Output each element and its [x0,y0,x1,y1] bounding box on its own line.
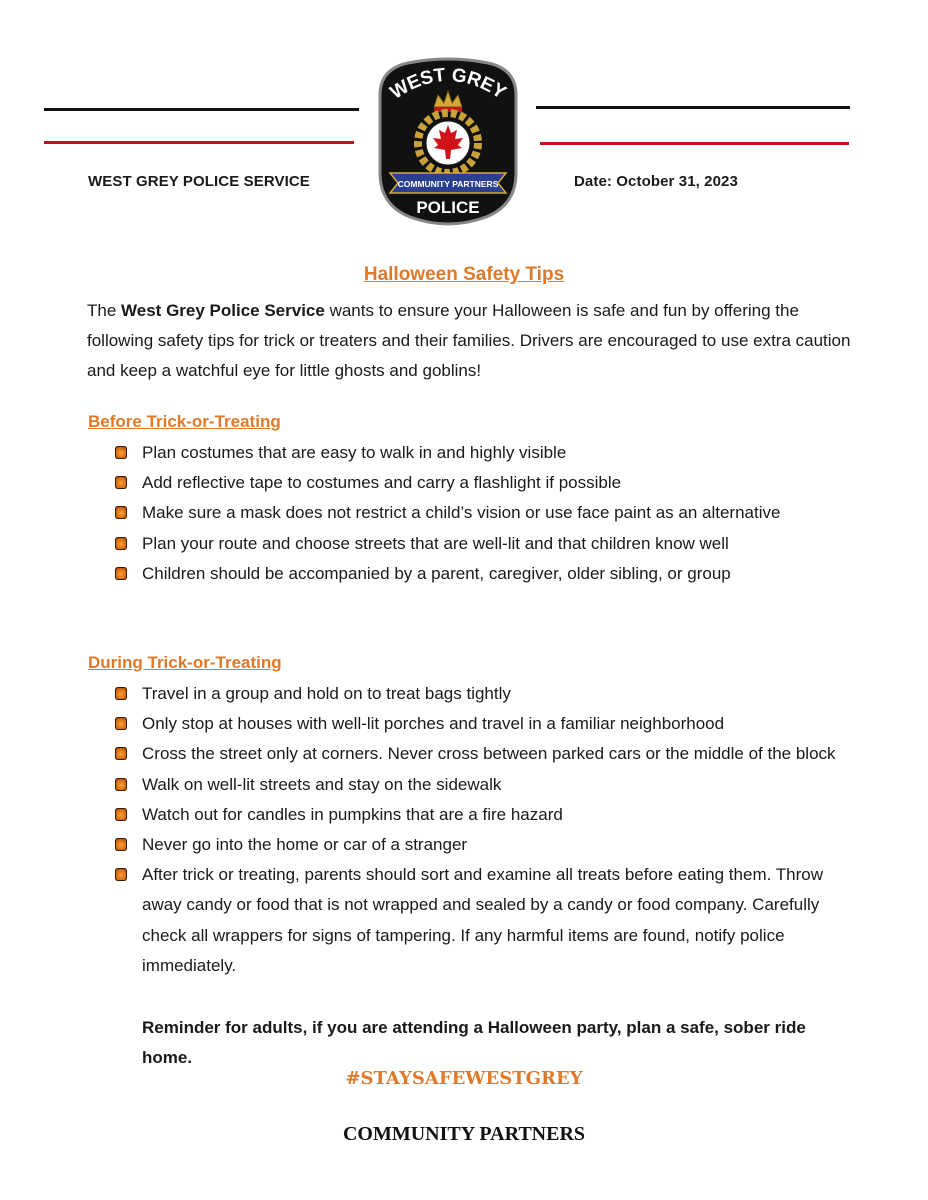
list-item [0,559,862,589]
pumpkin-bullet-icon [115,506,127,519]
badge-top-text: WEST GREY [386,64,510,104]
list-item [0,860,862,981]
list-item [0,709,862,739]
list-item [0,679,862,709]
list-item [0,800,862,830]
header-rule-black-right [536,106,850,109]
list-item [0,498,862,528]
list-item [0,529,862,559]
intro-org-bold: West Grey Police Service [121,301,325,320]
tip-text: After trick or treating, parents should sort and examine all treats before eating them. Throw away candy or food that is not wrapped and sealed by a candy or food company. Carefully check all wrappers for signs of tampering. If any harmful items are found, notify police immediately. [142,865,823,975]
list-item [0,830,862,860]
document-date: Date: October 31, 2023 [574,173,738,190]
tip-text: Cross the street only at corners. Never cross between parked cars or the middle of the block [142,744,836,764]
header-rule-red-left [44,141,354,144]
pumpkin-bullet-icon [115,778,127,791]
pumpkin-bullet-icon [115,567,127,580]
hashtag: #STAYSAFEWESTGREY [345,1068,583,1089]
page-title: Halloween Safety Tips [363,264,565,285]
header-rule-red-right [540,142,849,145]
section-heading-before: Before Trick-or-Treating [88,412,281,431]
before-tips-list [0,438,862,589]
header-rule-black-left [44,108,359,111]
pumpkin-bullet-icon [115,808,127,821]
pumpkin-bullet-icon [115,717,127,730]
pumpkin-bullet-icon [115,838,127,851]
list-item [0,770,862,800]
tip-text: Watch out for candles in pumpkins that are a fire hazard [142,804,563,824]
tip-text: Walk on well-lit streets and stay on the sidewalk [142,774,502,794]
pumpkin-bullet-icon [115,537,127,550]
org-name: WEST GREY POLICE SERVICE [88,173,310,190]
pumpkin-bullet-icon [115,446,127,459]
tip-text: Only stop at houses with well-lit porches and travel in a familiar neighborhood [142,714,725,734]
pumpkin-bullet-icon [115,687,127,700]
intro-rest: wants to ensure your Halloween is safe and fun by offering the following safety tips for trick or treaters and their families. Drivers are encouraged to use extra caution and keep a watchful eye for little ghosts and goblins! [87,301,851,380]
tip-text: Plan your route and choose streets that are well-lit and that children know well [142,533,729,553]
pumpkin-bullet-icon [115,476,127,489]
tip-text: Never go into the home or car of a stranger [142,835,468,855]
during-tips-list [0,679,862,981]
tip-text: Children should be accompanied by a parent, caregiver, older sibling, or group [142,563,731,583]
list-item [0,739,862,769]
police-badge-icon [368,55,528,231]
footer-community-partners: COMMUNITY PARTNERS [342,1123,586,1145]
tip-text: Add reflective tape to costumes and carry a flashlight if possible [142,473,622,493]
list-item [0,468,862,498]
tip-text: Plan costumes that are easy to walk in and highly visible [142,443,567,462]
list-item [0,438,862,468]
tip-text: Make sure a mask does not restrict a child’s vision or use face paint as an alternative [142,503,781,523]
section-heading-during: During Trick-or-Treating [88,653,282,672]
intro-paragraph [87,296,867,386]
pumpkin-bullet-icon [115,868,127,881]
badge-bottom-text: POLICE [416,198,480,217]
badge-banner-text: COMMUNITY PARTNERS [397,179,499,189]
adult-reminder: Reminder for adults, if you are attending a Halloween party, plan a safe, sober ride home. [142,1018,806,1068]
tip-text: Travel in a group and hold on to treat bags tightly [142,684,511,703]
intro-lead: The [87,301,122,320]
pumpkin-bullet-icon [115,747,127,760]
